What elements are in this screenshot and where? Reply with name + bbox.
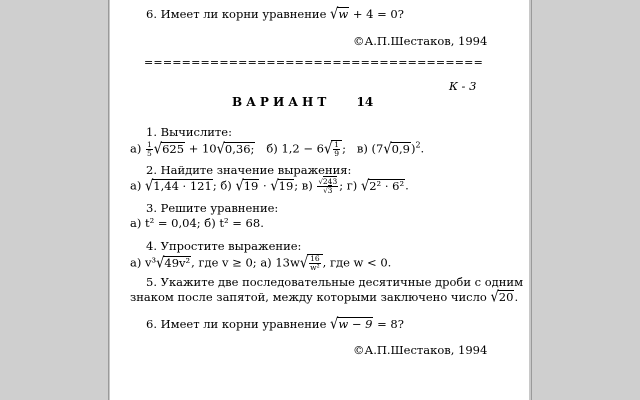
top-copyright: ©А.П.Шестаков, 1994 <box>353 34 488 48</box>
label-c: в) (7 <box>356 141 384 156</box>
sqrt-expression: √49v² <box>156 254 191 272</box>
sqrt-expression: √0,9 <box>383 140 410 158</box>
variant-number: 14 <box>356 95 374 109</box>
sqrt-expression: √1,44 · 121 <box>145 177 212 195</box>
sqrt-expression: √19 <box>235 177 259 195</box>
label-b: ; б) <box>212 178 232 193</box>
card-label: К - 3 <box>449 79 477 93</box>
text: , где w < 0. <box>322 255 392 270</box>
task-1-title: 1. Вычислите: <box>146 125 232 139</box>
task-1-items: а) $\frac{1}{5}$ √625 + 10√0,36; б) 1,2 − 6√ $\frac{1}{9}$ ; в) $(7√0,9)^2$. <box>130 140 425 158</box>
text: . <box>514 290 519 304</box>
q6-text: 6. Имеет ли корни уравнение <box>146 7 327 21</box>
sqrt-expression: √ $\frac{16}{\text{w²}}$ <box>300 254 323 272</box>
bottom-copyright: ©А.П.Шестаков, 1994 <box>353 343 488 357</box>
sqrt-expression: √0,36; <box>216 140 255 158</box>
label-b: б) 1,2 − 6 <box>266 141 324 156</box>
text: + 10 <box>188 141 217 156</box>
task-3-items: а) t² = 0,04; б) t² = 68. <box>130 216 264 230</box>
document-page <box>110 0 529 400</box>
sqrt-expression: √w <box>330 5 349 24</box>
task-2-title: 2. Найдите значение выражения: <box>146 163 352 177</box>
viewer-left-margin <box>0 0 109 400</box>
variant-label: ВАРИАНТ <box>232 95 331 109</box>
separator-line: ==================================== <box>144 56 484 69</box>
viewer-right-margin <box>531 0 640 400</box>
task-2-items: а) √1,44 · 121; б) √19 · √19; в) $\frac{√243}{√3}$ ; г) √2² · 6². <box>130 177 409 195</box>
top-question-6 <box>146 7 404 22</box>
sqrt-expression: √w − 9 <box>330 315 373 334</box>
text: 6. Имеет ли корни уравнение <box>146 317 327 331</box>
q6-rest: + 4 = 0? <box>352 7 404 21</box>
fraction: $\frac{16}{\text{w²}}$ <box>310 254 320 272</box>
label-a: а) <box>130 141 142 156</box>
variant-heading <box>232 95 373 109</box>
label-a: а) <box>130 178 142 193</box>
text: ) <box>410 141 416 156</box>
text: а) v³ <box>130 255 157 270</box>
fraction: $\frac{1}{5}$ <box>147 140 152 158</box>
sqrt-expression: √625 <box>153 140 185 158</box>
sqrt-expression: √19 <box>270 177 294 195</box>
fraction: $\frac{√243}{√3}$ <box>318 177 338 195</box>
exponent: 2 <box>415 140 421 150</box>
text: знаком после запятой, между которыми заключено число <box>130 290 487 304</box>
task-3-title: 3. Решите уравнение: <box>146 201 279 215</box>
task-5-line-1: 5. Укажите две последовательные десятичные дроби с одним <box>146 275 524 289</box>
text: · <box>263 178 267 193</box>
sqrt-expression: √20 <box>490 288 514 307</box>
text: = 8? <box>377 317 404 331</box>
sqrt-expression: √ $\frac{1}{9}$ <box>324 140 342 158</box>
task-6 <box>146 317 404 332</box>
task-4-items <box>130 254 391 272</box>
fraction: $\frac{1}{9}$ <box>334 140 340 158</box>
label-d: ; г) <box>339 178 358 193</box>
task-4-title: 4. Упростите выражение: <box>146 239 302 253</box>
text: ; <box>342 141 346 156</box>
sqrt-expression: √2² · 6² <box>360 177 405 195</box>
task-5-line-2 <box>130 290 518 305</box>
text: , где v ≥ 0; а) 13w <box>191 255 300 270</box>
label-c: ; в) <box>294 178 313 193</box>
